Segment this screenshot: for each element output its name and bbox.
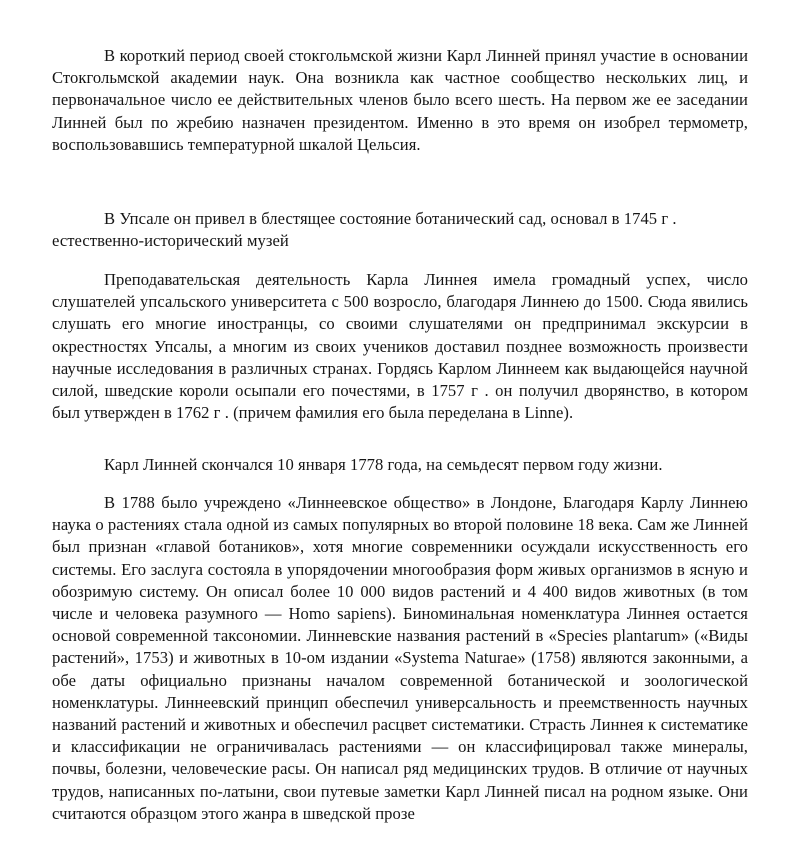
paragraph-uppsala-garden: В Упсале он привел в блестящее состояние ботанический сад, основал в 1745 г . естественно-исторический музей [52,209,677,251]
paragraph-linnean-society: В 1788 было учреждено «Линнеевское общество» в Лондоне, Благодаря Карлу Линнею наука о растениях стала одной из самых популярных во второй половине 18 века. Сам же Линней был признан «главой ботаников», хотя многие современники осуждали искусственность его системы. Его заслуга состояла в упорядочении многообразия форм живых организмов в ясную и обозримую систему. Он описал более 10 000 видов растений и 4 400 видов животных (в том числе и человека разумного — Homo sapiens). Биноминальная номенклатура Линнея остается основой современной таксономии. Линневские названия растений в «Species plantarum» («Виды растений», 1753) и животных в 10-ом издании «Systema Naturae» (1758) являются законными, а обе даты официально признаны началом современной ботанической и зоологической номенклатуры. Линнеевский принцип обеспечил универсальность и преемственность научных названий растений и животных и обеспечил расцвет систематики. Страсть Линнея к систематике и классификации не ограничивалась растениями — он классифицировал также минералы, почвы, болезни, человеческие расы. Он написал ряд медицинских трудов. В отличие от научных трудов, написанных по-латыни, свои путевые заметки Карл Линней писал на родном языке. Они считаются образцом этого жанра в шведской прозе [52,493,748,823]
paragraph-stockholm-academy: В короткий период своей стокгольмской жизни Карл Линней принял участие в основании Стокгольмской академии наук. Она возникла как частное сообщество нескольких лиц, и первоначальное число ее действительных членов было всего шесть. На первом же ее заседании Линней был по жребию назначен президентом. Именно в это время он изобрел термометр, воспользовавшись температурной шкалой Цельсия. [52,46,748,154]
paragraph-teaching: Преподавательская деятельность Карла Линнея имела громадный успех, число слушателей упсальского университета с 500 возросло, благодаря Линнею до 1500. Сюда явились слушать его многие иностранцы, со своими слушателями он предпринимал экскурсии в окрестностях Упсалы, а многим из своих учеников доставил позднее возможность произвести научные исследования в различных странах. Гордясь Карлом Линнеем как выдающейся научной силой, шведские короли осыпали его почестями, в 1757 г . он получил дворянство, в котором был утвержден в 1762 г . (причем фамилия его была переделана в Linne). [52,270,748,423]
paragraph-death: Карл Линней скончался 10 января 1778 года, на семьдесят первом году жизни. [104,455,663,474]
